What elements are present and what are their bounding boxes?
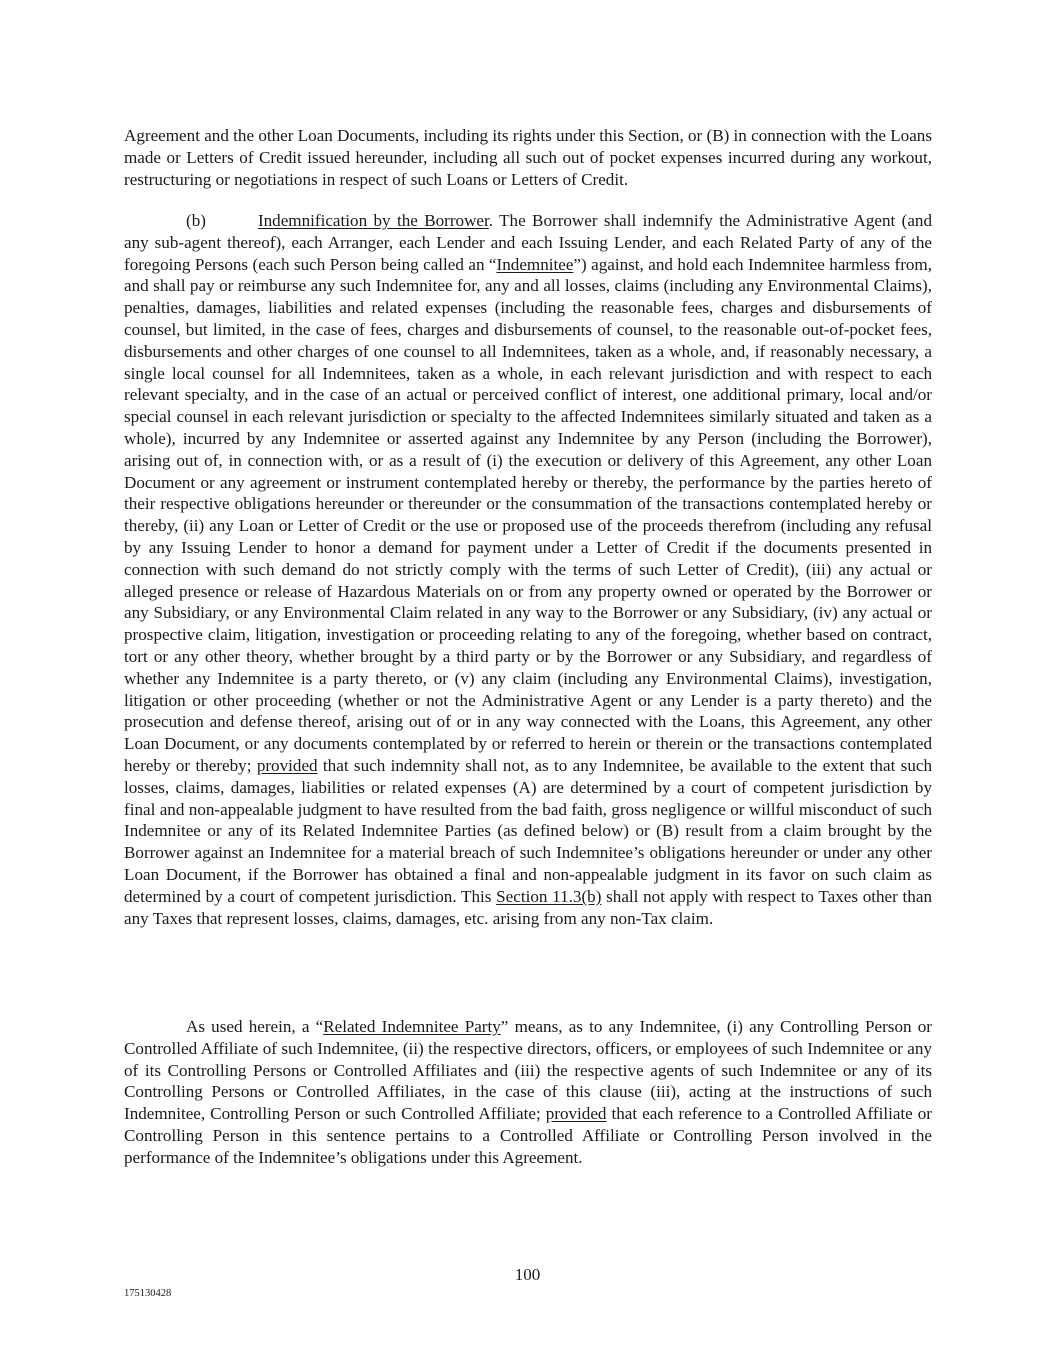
paragraph-expenses-continued	[124, 125, 932, 190]
clause-text: that such indemnity shall not, as to any Indemnitee, be available to the extent that such losses, claims, damages, liabilities or related expenses (A) are determined by a court of competent jurisdiction by final and non-appealable judgment to have resulted from the bad faith, gross negligence or willful misconduct of such Indemnitee or any of its Related Indemnitee Parties (as defined below) or (B) result from a claim brought by the Borrower against an Indemnitee for a material breach of such Indemnitee’s obligations hereunder or under any other Loan Document, if the Borrower has obtained a final and non-appealable judgment in its favor on such claim as determined by a court of competent jurisdiction. This	[124, 755, 932, 906]
clause-text: shall not apply with respect to Taxes other than any Taxes that represent losses, claims, damages, etc. arising from any non-Tax claim.	[124, 886, 932, 928]
term-provided: provided	[545, 1104, 607, 1124]
defined-term-indemnitee: Indemnitee	[496, 254, 574, 274]
page-number: 100	[514, 1265, 541, 1284]
paragraph-text: Agreement and the other Loan Documents, including its rights under this Section, or (B) in connection with the Loans made or Letters of Credit issued hereunder, including all such out of pocket expenses incurred during any workout, restructuring or negotiations in respect of such Loans or Letters of Credit.	[124, 126, 932, 189]
paragraph-text: As used herein, a “	[186, 1017, 324, 1036]
paragraph-text: that each reference to a Controlled Affiliate or Controlling Person in this sentence pertains to a Controlled Affiliate or Controlling Person involved in the performance of the Indemnitee’s obligations under this Agreement.	[124, 1104, 932, 1167]
paragraph-text: ” means, as to any Indemnitee, (i) any Controlling Person or Controlled Affiliate of such Indemnitee, (ii) the respective directors, officers, or employees of such Indemnitee or any of its Controlling Persons or Controlled Affiliates and (iii) the respective agents of such Indemnitee or any of its Controlling Persons or Controlled Affiliates, in the case of this clause (iii), acting at the instructions of such Indemnitee, Controlling Person or such Controlled Affiliate;	[124, 1017, 932, 1124]
paragraph-related-indemnitee-party	[124, 1016, 932, 1169]
document-id: 175130428	[124, 1288, 172, 1299]
term-provided: provided	[256, 755, 318, 775]
section-reference: Section 11.3(b)	[496, 886, 602, 906]
defined-term-related-indemnitee-party: Related Indemnitee Party	[323, 1017, 501, 1036]
clause-text: The Borrower shall indemnify the Administrative Agent (and any sub-agent thereof), each Arranger, each Lender and each Issuing Lender, and each Related Party of any of the foregoing Persons (each such Person being called an “	[124, 211, 933, 274]
clause-heading-period: .	[488, 211, 494, 230]
clause-heading: Indemnification by the Borrower	[257, 211, 489, 230]
clause-text: ”) against, and hold each Indemnitee harmless from, and shall pay or reimburse any such Indemnitee for, any and all losses, claims (including any Environmental Claims), penalties, damages, liabilities and related expenses (including the reasonable fees, charges and disbursements of counsel, but limited, in the case of fees, charges and disbursements of counsel, to the reasonable out-of-pocket fees, disbursements and other charges of one counsel to all Indemnitees, taken as a whole, and, if reasonably necessary, a single local counsel for all Indemnitees, taken as a whole, in each relevant jurisdiction and with respect to each relevant specialty, and in the case of an actual or perceived conflict of interest, one additional primary, local and/or special counsel in each relevant jurisdiction or specialty to the affected Indemnitees similarly situated and taken as a whole), incurred by any Indemnitee or asserted against any Indemnitee by any Person (including the Borrower), arising out of, in connection with, or as a result of (i) the execution or delivery of this Agreement, any other Loan Document or any agreement or instrument contemplated hereby or thereby, the performance by the parties hereto of their respective obligations hereunder or thereunder or the consummation of the transactions contemplated hereby or thereby, (ii) any Loan or Letter of Credit or the use or proposed use of the proceeds therefrom (including any refusal by any Issuing Lender to honor a demand for payment under a Letter of Credit if the documents presented in connection with such demand do not strictly comply with the terms of such Letter of Credit), (iii) any actual or alleged presence or release of Hazardous Materials on or from any property owned or operated by the Borrower or any Subsidiary, or any Environmental Claim related in any way to the Borrower or any Subsidiary, (iv) any actual or prospective claim, litigation, investigation or proceeding relating to any of the foregoing, whether based on contract, tort or any other theory, whether brought by a third party or by the Borrower or any Subsidiary, and regardless of whether any Indemnitee is a party thereto, or (v) any claim (including any Environmental Claims), investigation, litigation or other proceeding (whether or not the Administrative Agent or any Lender is a party thereto) and the prosecution and defense thereof, arising out of or in any way connected with the Loans, this Agreement, any other Loan Document, or any documents contemplated by or referred to herein or therein or the transactions contemplated hereby or thereby;	[124, 254, 932, 775]
paragraph-indemnification	[124, 210, 932, 929]
clause-label: (b)	[186, 211, 206, 230]
